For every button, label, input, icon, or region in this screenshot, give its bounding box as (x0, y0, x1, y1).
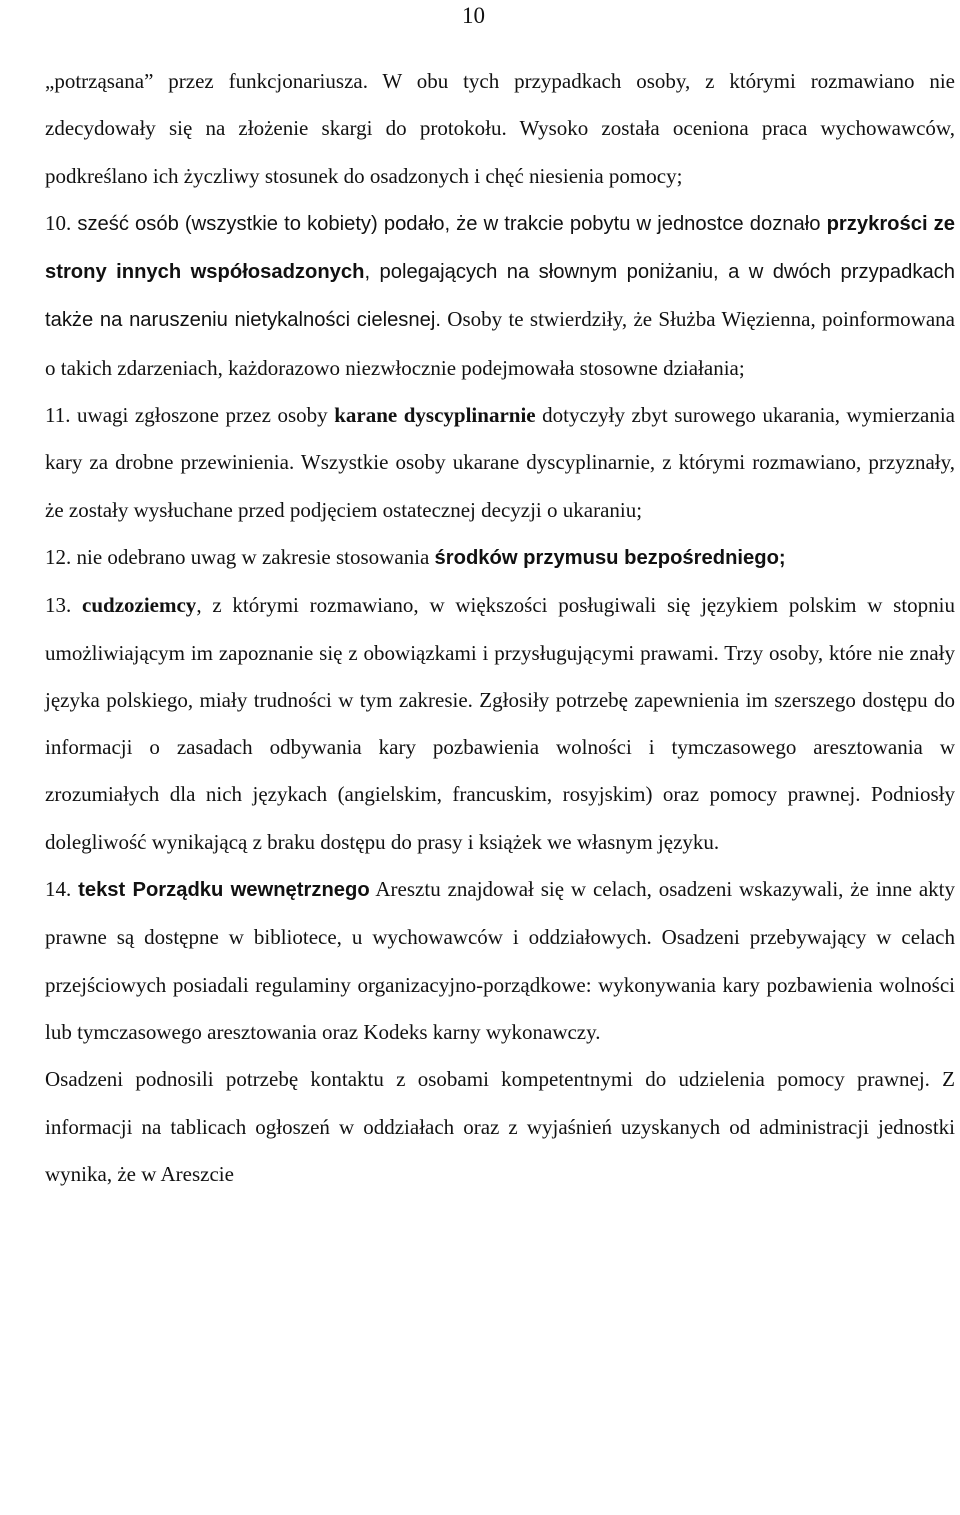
item-bold-text: przykrości ze strony innych współosadzonych (45, 212, 955, 284)
item-rest-text: Aresztu znajdował się w celach, osadzeni wskazywali, że inne akty prawne są dostępne w bibliotece, u wychowawców i oddziałowych. (45, 877, 955, 950)
item-rest-text: dotyczyły zbyt surowego ukarania, wymierzania kary za drobne przewinienia. (45, 403, 955, 475)
item-bold-text: środków przymusu bezpośredniego; (434, 546, 786, 569)
item-lead-text (71, 593, 82, 617)
item-tail-text: Wszystkie osoby ukarane dyscyplinarnie, z którymi rozmawiano, przyznały, że zostały wysłuchane przed podjęciem ostatecznej decyzji o ukaraniu; (45, 450, 956, 522)
item-rest-text: , polegających na słownym poniżaniu, a w dwóch przypadkach także na naruszeniu nietykalności cielesnej. (45, 261, 955, 332)
item-lead-text: nie odebrano uwag w zakresie stosowania (71, 544, 435, 569)
item-number: 13. (45, 593, 72, 618)
closing-paragraph: Osadzeni podnosili potrzebę kontaktu z osobami kompetentnymi do udzielenia pomocy prawnej. Z informacji na tablicach ogłoszeń w oddziałach oraz z wyjaśnień uzyskanych od administracji jednostki wynika, że w Areszcie (45, 1067, 955, 1186)
list-item-11 (45, 392, 955, 534)
item-number: 10. (45, 210, 72, 235)
item-bold-text: tekst Porządku wewnętrznego (78, 879, 370, 902)
list-item-14 (45, 866, 955, 1056)
list-item-10 (45, 200, 955, 392)
list-item-13 (45, 582, 955, 866)
item-tail-text: Osoby te stwierdziły, że Służba Więzienna, poinformowana o takich zdarzeniach, każdorazowo niezwłocznie podejmowała stosowne działania; (45, 307, 955, 380)
document-body (45, 58, 955, 1198)
item-tail-text: Osadzeni przebywający w celach przejściowych posiadali regulaminy organizacyjno-porządkowe: wykonywania kary pozbawienia wolności lub tymczasowego aresztowania oraz Kodeks karny wykonawczy. (45, 925, 956, 1044)
list-item-12 (45, 534, 955, 582)
item-lead-text: sześć osób (wszystkie to kobiety) podało, że w trakcie pobytu w jednostce doznało (71, 212, 827, 235)
item-number: 14. (45, 877, 72, 902)
page-number: 10 (462, 3, 485, 28)
item-lead-text: uwagi zgłoszone przez osoby (70, 403, 335, 428)
item-number: 12. (45, 544, 72, 569)
item-bold-text: cudzoziemcy (82, 593, 197, 618)
item-tail-text: Zgłosiły potrzebę zapewnienia im szerszego dostępu do informacji o zasadach odbywania kary pozbawienia wolności i tymczasowego aresztowania w zrozumiałych dla nich językach (angielskim, francuskim, rosyjskim) oraz pomocy prawnej. Podniosły dolegliwość wynikającą z braku dostępu do prasy i książek we własnym języku. (45, 687, 955, 854)
item-bold-text: karane dyscyplinarnie (334, 403, 536, 428)
intro-paragraph: „potrząsana” przez funkcjonariusza. W obu tych przypadkach osoby, z którymi rozmawiano nie zdecydowały się na złożenie skargi do protokołu. Wysoko została oceniona praca wychowawców, podkreślano ich życzliwy stosunek do osadzonych i chęć niesienia pomocy; (45, 69, 955, 188)
item-number: 11. (45, 403, 71, 428)
item-rest-text: , z którymi rozmawiano, w większości posługiwali się językiem polskim w stopniu umożliwiającym im zapoznanie się z obowiązkami i przysługującymi prawami. Trzy osoby, które nie znały języka polskiego, miały trudności w tym zakresie. (45, 593, 956, 712)
